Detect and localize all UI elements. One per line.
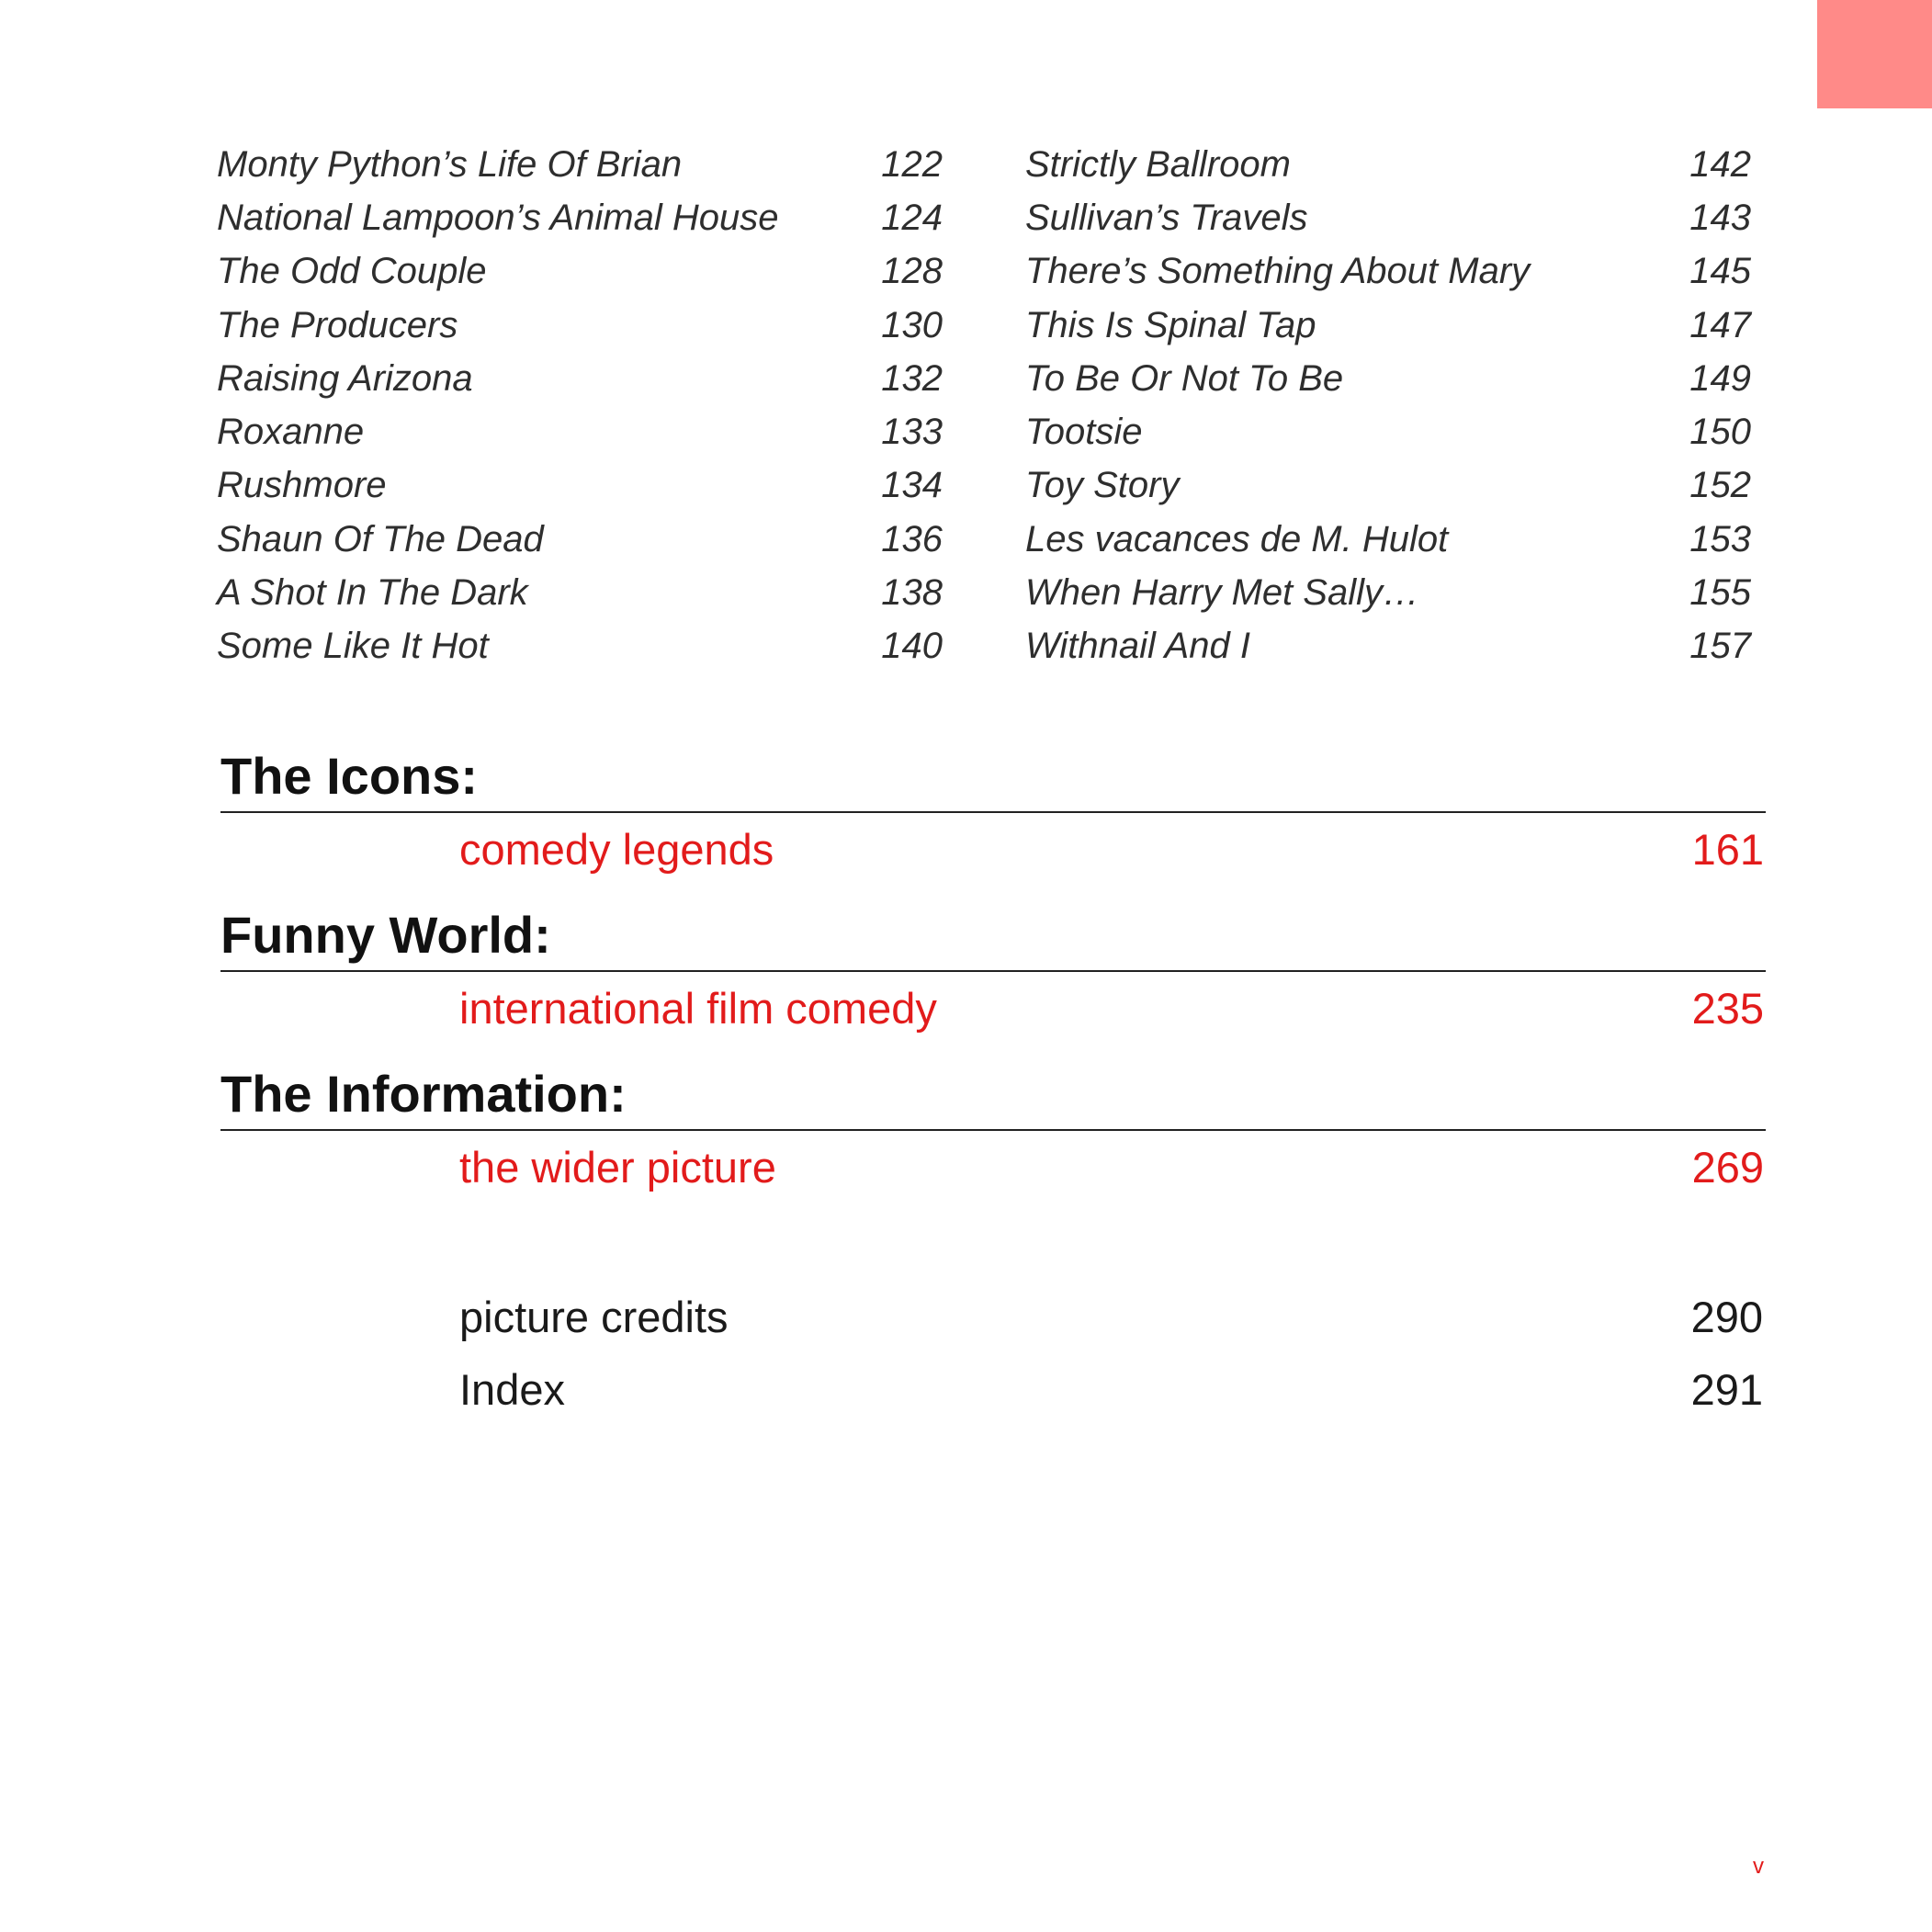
film-title: To Be Or Not To Be (1025, 357, 1344, 399)
film-page: 143 (1689, 197, 1751, 238)
film-entry[interactable] (1025, 405, 1751, 458)
film-entry[interactable] (217, 620, 943, 673)
film-page: 132 (881, 357, 943, 399)
section-subtitle: international film comedy (459, 984, 937, 1033)
film-title: Some Like It Hot (217, 626, 489, 667)
film-page: 136 (881, 518, 943, 559)
film-entry[interactable] (217, 352, 943, 405)
film-page: 145 (1689, 251, 1751, 292)
film-title: A Shot In The Dark (217, 572, 528, 614)
film-entry[interactable] (1025, 191, 1751, 244)
film-title: Raising Arizona (217, 357, 473, 399)
section-page: 161 (1691, 825, 1764, 874)
film-title: The Odd Couple (217, 251, 487, 292)
film-entry[interactable] (1025, 459, 1751, 513)
film-entry[interactable] (1025, 566, 1751, 619)
film-title: Strictly Ballroom (1025, 143, 1291, 185)
film-title: The Producers (217, 304, 458, 345)
film-entry[interactable] (217, 191, 943, 244)
extra-label: picture credits (459, 1293, 729, 1341)
film-entry[interactable] (217, 299, 943, 352)
section-page: 269 (1691, 1143, 1764, 1192)
film-page: 122 (881, 143, 943, 185)
extra-label: Index (459, 1365, 565, 1414)
film-entry[interactable] (217, 513, 943, 566)
extra-page: 291 (1690, 1365, 1763, 1414)
film-title: There’s Something About Mary (1025, 251, 1531, 292)
section-entry[interactable] (220, 1143, 1766, 1192)
film-entry[interactable] (217, 138, 943, 191)
film-entry[interactable] (217, 459, 943, 513)
film-page: 149 (1689, 357, 1751, 399)
film-title: Sullivan’s Travels (1025, 197, 1308, 238)
extra-page: 290 (1690, 1293, 1763, 1341)
film-title: This Is Spinal Tap (1025, 304, 1316, 345)
corner-tab (1817, 0, 1932, 108)
film-page: 150 (1689, 412, 1751, 453)
section-title: Funny World: (220, 905, 1766, 972)
film-title: When Harry Met Sally… (1025, 572, 1419, 614)
film-page: 157 (1689, 626, 1751, 667)
film-list-left (217, 138, 943, 673)
film-list-right (1025, 138, 1751, 673)
film-page: 133 (881, 412, 943, 453)
film-title: Tootsie (1025, 412, 1143, 453)
section-page: 235 (1691, 984, 1764, 1033)
film-page: 134 (881, 465, 943, 506)
film-entry[interactable] (217, 245, 943, 299)
film-title: Monty Python’s Life Of Brian (217, 143, 683, 185)
section-subtitle: the wider picture (459, 1143, 776, 1192)
film-page: 128 (881, 251, 943, 292)
section-the-information (220, 1064, 1766, 1192)
film-entry[interactable] (1025, 513, 1751, 566)
film-entry[interactable] (217, 405, 943, 458)
section-title: The Icons: (220, 746, 1766, 813)
film-title: National Lampoon’s Animal House (217, 197, 779, 238)
film-entry[interactable] (1025, 299, 1751, 352)
film-page: 155 (1689, 572, 1751, 614)
film-title: Shaun Of The Dead (217, 518, 544, 559)
film-title: Les vacances de M. Hulot (1025, 518, 1449, 559)
film-page: 153 (1689, 518, 1751, 559)
section-funny-world (220, 905, 1766, 1033)
extra-entry-index[interactable] (459, 1365, 1763, 1414)
film-entry[interactable] (1025, 245, 1751, 299)
film-page: 130 (881, 304, 943, 345)
film-page: 140 (881, 626, 943, 667)
film-title: Toy Story (1025, 465, 1180, 506)
film-entry[interactable] (1025, 138, 1751, 191)
section-title: The Information: (220, 1064, 1766, 1131)
film-page: 138 (881, 572, 943, 614)
film-page: 147 (1689, 304, 1751, 345)
section-entry[interactable] (220, 825, 1766, 874)
film-title: Withnail And I (1025, 626, 1250, 667)
section-the-icons (220, 746, 1766, 874)
film-entry[interactable] (1025, 620, 1751, 673)
film-page: 124 (881, 197, 943, 238)
film-entry[interactable] (217, 566, 943, 619)
page-number: v (1753, 1854, 1764, 1879)
film-entry[interactable] (1025, 352, 1751, 405)
section-subtitle: comedy legends (459, 825, 774, 874)
film-page: 142 (1689, 143, 1751, 185)
film-title: Rushmore (217, 465, 387, 506)
extra-entry-picture-credits[interactable] (459, 1295, 1763, 1339)
section-entry[interactable] (220, 984, 1766, 1033)
film-title: Roxanne (217, 412, 365, 453)
film-page: 152 (1689, 465, 1751, 506)
